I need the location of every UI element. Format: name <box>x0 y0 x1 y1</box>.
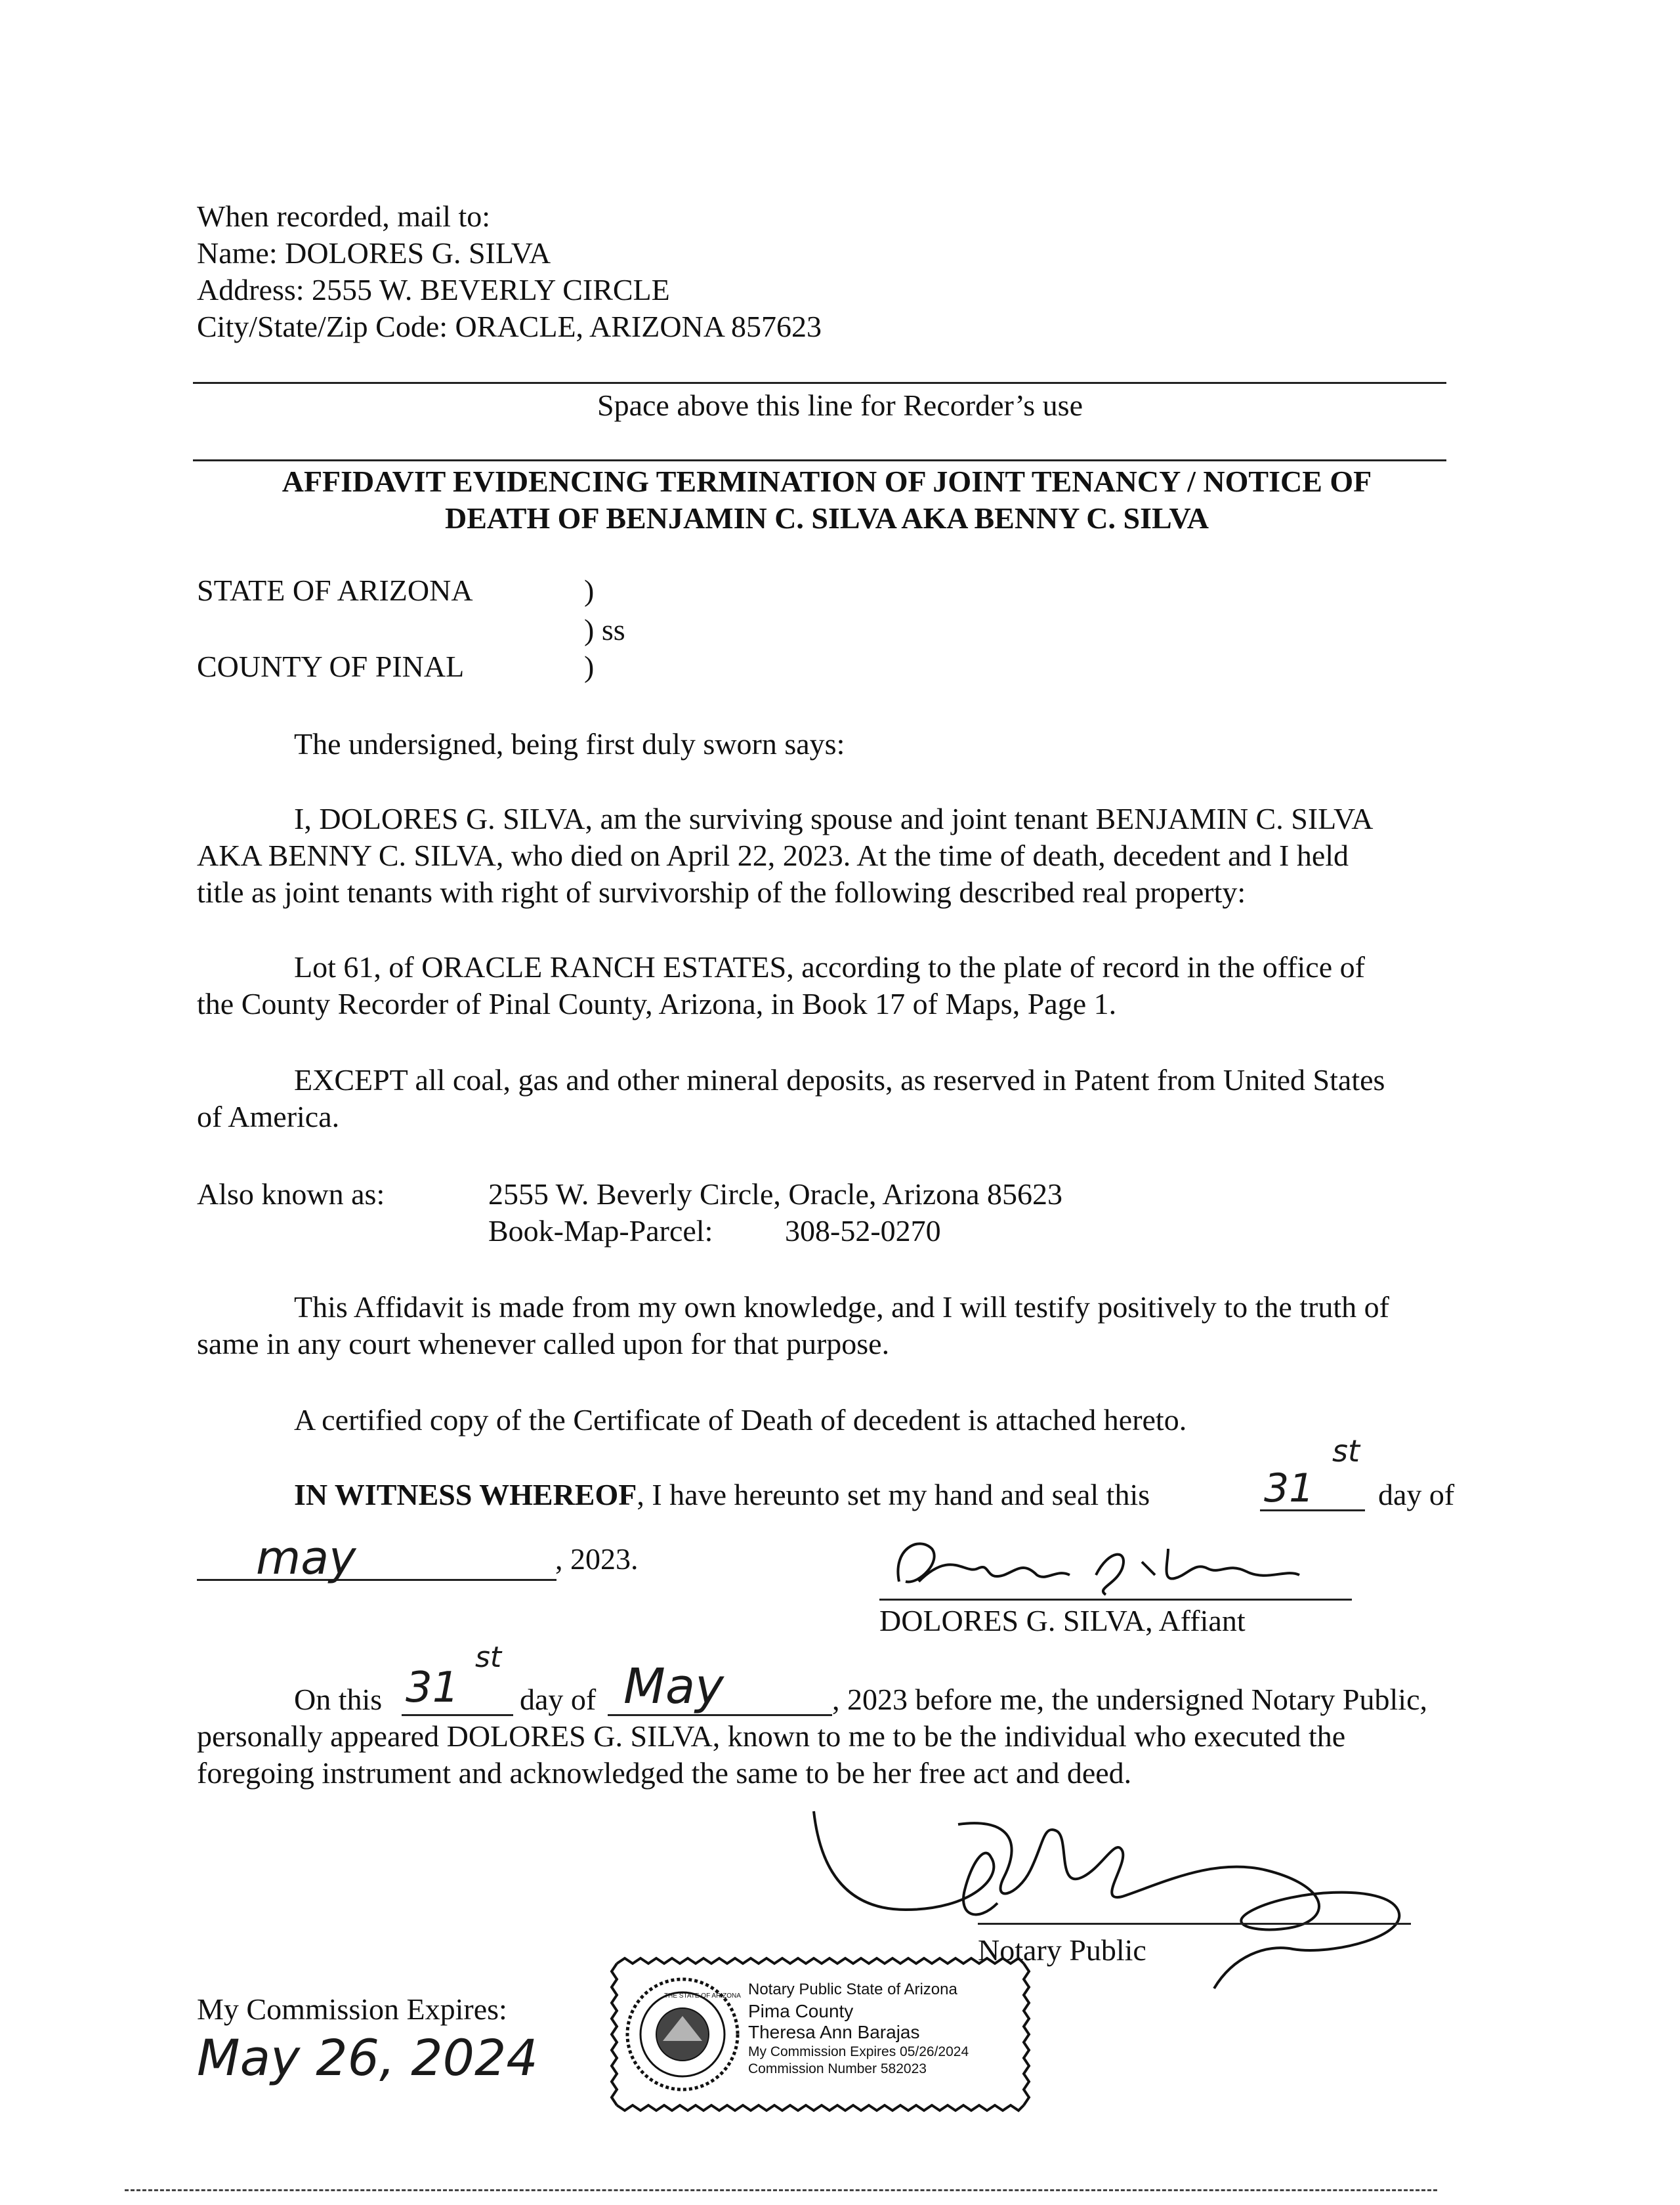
mail-to-city: City/State/Zip Code: ORACLE, ARIZONA 857623 <box>197 310 822 343</box>
paragraph-except-l1: EXCEPT all coal, gas and other mineral deposits, as reserved in Patent from United States <box>294 1063 1385 1097</box>
notary-stamp <box>610 1956 1030 2113</box>
aka-address: 2555 W. Beverly Circle, Oracle, Arizona 85623 <box>488 1177 1063 1211</box>
sworn-statement: The undersigned, being first duly sworn says: <box>294 727 845 761</box>
venue-ss: ) ss <box>584 613 625 646</box>
footer-dashed-line <box>125 2189 1437 2191</box>
stamp-line-5: Commission Number 582023 <box>748 2061 927 2076</box>
witness-day-of: day of <box>1378 1478 1455 1511</box>
witness-lead: IN WITNESS WHEREOF <box>294 1478 637 1511</box>
document-title-line-2: DEATH OF BENJAMIN C. SILVA AKA BENNY C. SILVA <box>445 501 1209 535</box>
paragraph-legal-l1: Lot 61, of ORACLE RANCH ESTATES, according to the plate of record in the office of <box>294 950 1365 984</box>
venue-county: COUNTY OF PINAL <box>197 650 465 683</box>
mail-to-heading: When recorded, mail to: <box>197 200 491 233</box>
commission-label: My Commission Expires: <box>197 1992 507 2026</box>
title-top-rule <box>193 459 1446 461</box>
bmp-label: Book-Map-Parcel: <box>488 1214 713 1248</box>
witness-text: , I have hereunto set my hand and seal this <box>637 1478 1150 1511</box>
affiant-name: DOLORES G. SILVA, Affiant <box>879 1604 1246 1637</box>
paragraph-survivor-l3: title as joint tenants with right of survivorship of the following described real property: <box>197 875 1246 909</box>
mail-to-address: Address: 2555 W. BEVERLY CIRCLE <box>197 273 670 306</box>
ack-hand-day-suffix: st <box>475 1641 502 1674</box>
paragraph-survivor-l2: AKA BENNY C. SILVA, who died on April 22, 2023. At the time of death, decedent and I held <box>197 839 1349 872</box>
venue-paren-3: ) <box>584 650 595 683</box>
commission-hand-date: May 26, 2024 <box>197 2028 538 2087</box>
stamp-line-4: My Commission Expires 05/26/2024 <box>748 2044 969 2059</box>
witness-hand-day-suffix: st <box>1332 1433 1360 1469</box>
venue-state: STATE OF ARIZONA <box>197 574 473 607</box>
witness-month-blank <box>197 1579 556 1581</box>
notary-public-label: Notary Public <box>978 1933 1146 1967</box>
paragraph-knowledge-l1: This Affidavit is made from my own knowledge, and I will testify positively to the truth of <box>294 1290 1389 1324</box>
ack-line-3: foregoing instrument and acknowledged the same to be her free act and deed. <box>197 1756 1132 1790</box>
ack-line-1-rest: , 2023 before me, the undersigned Notary Public, <box>832 1683 1427 1716</box>
recorder-line <box>193 382 1446 384</box>
paragraph-knowledge-l2: same in any court whenever called upon for that purpose. <box>197 1327 890 1360</box>
paragraph-legal-l2: the County Recorder of Pinal County, Arizona, in Book 17 of Maps, Page 1. <box>197 987 1117 1020</box>
document-title-line-1: AFFIDAVIT EVIDENCING TERMINATION OF JOINT TENANCY / NOTICE OF <box>282 465 1372 498</box>
ack-hand-day: 31 <box>406 1664 459 1712</box>
affiant-signature-line <box>879 1599 1352 1601</box>
aka-label: Also known as: <box>197 1177 385 1211</box>
bmp-value: 308-52-0270 <box>785 1214 941 1248</box>
ack-day-blank <box>402 1714 513 1716</box>
affiant-signature <box>879 1522 1352 1601</box>
stamp-line-2: Pima County <box>748 2001 854 2021</box>
recorder-note: Space above this line for Recorder’s use <box>597 388 1083 422</box>
witness-clause <box>294 1477 1150 1513</box>
notary-signature-line <box>978 1923 1411 1925</box>
venue-paren-1: ) <box>584 574 595 607</box>
ack-on-this: On this <box>294 1683 383 1716</box>
stamp-seal-ring-text: THE STATE OF ARIZONA <box>664 1992 741 2000</box>
ack-day-of: day of <box>520 1683 597 1716</box>
paragraph-survivor-l1: I, DOLORES G. SILVA, am the surviving spouse and joint tenant BENJAMIN C. SILVA <box>294 802 1374 835</box>
ack-line-2: personally appeared DOLORES G. SILVA, known to me to be the individual who executed the <box>197 1719 1346 1753</box>
paragraph-certificate: A certified copy of the Certificate of Death of decedent is attached hereto. <box>294 1403 1187 1437</box>
paragraph-except-l2: of America. <box>197 1100 340 1133</box>
mail-to-name: Name: DOLORES G. SILVA <box>197 236 551 270</box>
witness-hand-day: 31 <box>1264 1465 1314 1511</box>
ack-hand-month: May <box>623 1658 724 1715</box>
witness-hand-month: may <box>256 1531 356 1585</box>
witness-year: , 2023. <box>555 1542 639 1576</box>
stamp-line-3: Theresa Ann Barajas <box>748 2022 920 2042</box>
stamp-line-1: Notary Public State of Arizona <box>748 1981 957 1998</box>
